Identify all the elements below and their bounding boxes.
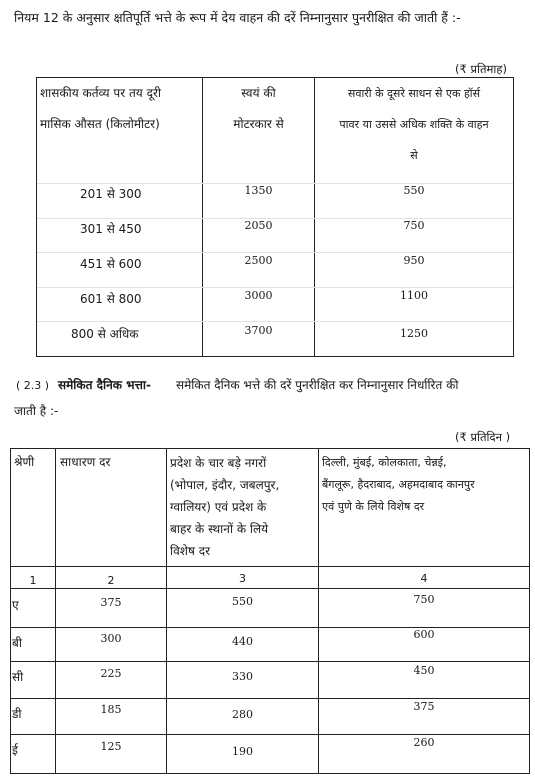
t1-distance: 451 से 600: [80, 257, 142, 271]
t2-metro: 375: [413, 700, 435, 713]
t1-car: 3000: [244, 289, 273, 302]
t2-colnum: 1: [29, 574, 37, 587]
t1-car: 2500: [244, 254, 273, 267]
t2-state: 440: [232, 635, 253, 648]
t2-normal: 300: [100, 632, 122, 645]
section-title: समेकित दैनिक भत्ता-: [58, 378, 151, 392]
section-number: ( 2.3 ): [16, 379, 50, 392]
t1-other: 950: [403, 254, 425, 267]
t2-colnum: 2: [107, 574, 115, 587]
t2-state: 190: [232, 745, 253, 758]
t1-header-other-2: पावर या उससे अधिक शक्ति के वाहन: [339, 118, 489, 131]
t2-state: 550: [232, 595, 253, 608]
t2-grade: बी: [12, 636, 22, 650]
t2-header-state-1: प्रदेश के चार बड़े नगरों: [170, 456, 267, 470]
t1-car: 3700: [244, 324, 273, 337]
t2-metro: 750: [413, 593, 435, 606]
t2-header-state-5: विशेष दर: [170, 544, 210, 558]
t2-grade: ए: [12, 598, 19, 612]
t2-grade: ई: [12, 743, 18, 757]
t2-header-grade: श्रेणी: [14, 455, 35, 469]
t1-car: 2050: [244, 219, 273, 232]
section-text-1: समेकित दैनिक भत्ते की दरें पुनरीक्षित कर निम्नानुसार निर्धारित की: [176, 378, 459, 392]
t2-state: 330: [232, 670, 253, 683]
t2-header-metro-1: दिल्ली, मुंबई, कोलकाता, चेन्नई,: [322, 456, 447, 469]
t1-car: 1350: [244, 184, 273, 197]
intro-text: नियम 12 के अनुसार क्षतिपूर्ति भत्ते के रूप में देय वाहन की दरें निम्नानुसार पुनरीक्षित की जाती हैं :-: [14, 10, 461, 25]
table1-unit: (₹ प्रतिमाह): [455, 62, 507, 76]
t1-other: 550: [403, 184, 425, 197]
t2-grade: डी: [12, 707, 22, 721]
t1-distance: 201 से 300: [80, 187, 142, 201]
t2-header-state-2: (भोपाल, इंदौर, जबलपुर,: [170, 478, 280, 492]
section-text-2: जाती है :-: [14, 404, 59, 418]
t2-header-metro-2: बैंगलूरू, हैदराबाद, अहमदाबाद कानपुर: [322, 478, 475, 491]
t2-normal: 375: [100, 596, 122, 609]
t1-header-distance-1: शासकीय कर्तव्य पर तय दूरी: [40, 86, 161, 100]
t1-header-other-3: से: [410, 149, 418, 162]
t1-distance: 800 से अधिक: [71, 327, 139, 341]
t1-other: 1100: [400, 289, 428, 302]
t1-distance: 601 से 800: [80, 292, 142, 306]
t2-state: 280: [232, 708, 253, 721]
t1-other: 750: [403, 219, 425, 232]
t2-header-normal: साधारण दर: [60, 455, 111, 469]
t2-header-state-4: बाहर के स्थानों के लिये: [170, 522, 269, 536]
t1-distance: 301 से 450: [80, 222, 142, 236]
table2-unit: (₹ प्रतिदिन ): [455, 430, 511, 444]
t2-normal: 125: [100, 740, 122, 753]
t2-grade: सी: [12, 670, 24, 684]
t1-other: 1250: [400, 327, 428, 340]
t1-header-car-2: मोटरकार से: [233, 117, 284, 131]
t1-header-distance-2: मासिक औसत (किलोमीटर): [40, 117, 160, 131]
t1-header-other-1: सवारी के दूसरे साधन से एक हॉर्स: [347, 87, 481, 100]
t2-colnum: 4: [420, 572, 428, 585]
t2-header-state-3: ग्वालियर) एवं प्रदेश के: [170, 500, 267, 514]
t2-normal: 225: [100, 667, 122, 680]
t1-header-car-1: स्वयं की: [241, 86, 276, 100]
t2-header-metro-3: एवं पुणे के लिये विशेष दर: [322, 500, 425, 513]
t2-metro: 600: [413, 628, 435, 641]
t2-metro: 260: [413, 736, 435, 749]
t2-colnum: 3: [239, 572, 246, 585]
t2-metro: 450: [413, 664, 435, 677]
t2-normal: 185: [100, 703, 122, 716]
